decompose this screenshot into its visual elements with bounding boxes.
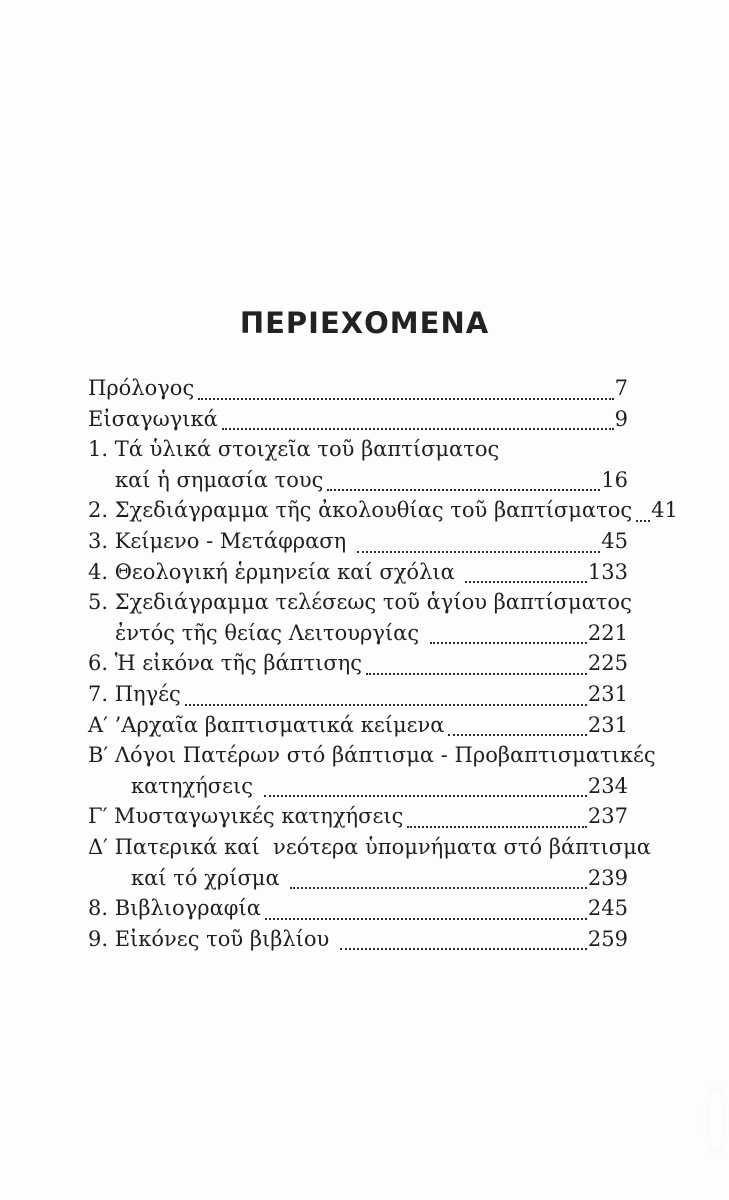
toc-entry-label: Πρόλογος <box>88 376 195 400</box>
toc-entry-page: 45 <box>601 528 628 553</box>
dotted-leader <box>185 704 587 706</box>
toc-entry-label: 2. Σχεδιάγραμμα τῆς ἀκολουθίας τοῦ βαπτίσματος <box>88 498 633 523</box>
toc-entry-label: 4. Θεολογική ἑρμηνεία καί σχόλια <box>88 559 462 584</box>
dotted-leader <box>265 918 587 920</box>
toc-list <box>88 376 678 957</box>
toc-entry-page: 7 <box>614 376 628 400</box>
toc-entry <box>88 560 628 591</box>
toc-entry-label: Γ′ Μυσταγωγικές κατηχήσεις <box>88 804 404 829</box>
toc-entry-label: 5. Σχεδιάγραμμα τελέσεως τοῦ ἁγίου βαπτίσματος <box>88 590 632 615</box>
toc-entry-page: 221 <box>587 620 628 645</box>
toc-entry <box>88 834 651 866</box>
toc-entry-label: Β′ Λόγοι Πατέρων στό βάπτισμα - Προβαπτισματικές <box>88 743 656 768</box>
dotted-leader <box>465 581 586 583</box>
toc-entry <box>88 621 628 652</box>
toc-entry-page: 225 <box>587 651 628 676</box>
toc-entry-label: καί τό χρίσμα <box>131 865 287 890</box>
toc-entry <box>88 651 628 682</box>
toc-entry <box>88 866 628 897</box>
toc-entry-label: κατηχήσεις <box>131 773 260 798</box>
toc-entry-page: 41 <box>651 498 678 523</box>
toc-entry-label: καί ἡ σημασία τους <box>115 467 324 492</box>
toc-entry <box>88 743 656 774</box>
toc-entry-label: Α′ ’Αρχαῖα βαπτισματικά κείμενα <box>88 712 445 737</box>
dotted-leader <box>430 642 587 644</box>
toc-entry <box>88 529 628 560</box>
toc-entry-label: 1. Τά ὑλικά στοιχεῖα τοῦ βαπτίσματος <box>88 437 500 462</box>
page-title: ΠΕΡΙΕΧΟΜΕΝΑ <box>239 306 490 340</box>
toc-entry-label: Δ′ Πατερικά καί νεότερα ὑπομνήματα στό βάπτισμα <box>88 834 651 859</box>
toc-entry-label: 6. Ἡ εἰκόνα τῆς βάπτισης <box>88 651 363 676</box>
toc-entry-label: ἐντός τῆς θείας Λειτουργίας <box>115 620 426 645</box>
dotted-leader <box>340 948 587 950</box>
toc-entry-page: 231 <box>587 681 628 706</box>
toc-entry-page: 237 <box>587 804 628 829</box>
toc-entry-page: 231 <box>587 712 628 737</box>
toc-entry <box>88 682 628 713</box>
dotted-leader <box>366 673 587 675</box>
toc-entry-page: 9 <box>614 406 628 431</box>
toc-entry-page: 245 <box>587 896 628 921</box>
toc-entry <box>88 713 628 744</box>
toc-entry-page: 16 <box>601 467 628 492</box>
toc-entry-label: 9. Εἰκόνες τοῦ βιβλίου <box>88 926 336 951</box>
dotted-leader <box>636 520 650 522</box>
dotted-leader <box>222 428 614 430</box>
toc-entry <box>88 498 678 529</box>
dotted-leader <box>407 826 587 828</box>
toc-entry-label: 8. Βιβλιογραφία <box>88 896 261 921</box>
toc-entry-page: 234 <box>587 773 628 798</box>
toc-entry <box>88 437 628 468</box>
toc-entry-page: 239 <box>587 865 628 890</box>
toc-entry-page: 133 <box>587 559 628 584</box>
dotted-leader <box>264 795 587 797</box>
toc-entry <box>88 590 632 621</box>
toc-entry <box>88 407 628 438</box>
toc-entry-label: 3. Κείμενο - Μετάφραση <box>88 528 353 553</box>
dotted-leader <box>198 398 613 400</box>
toc-entry <box>88 774 628 805</box>
dotted-leader <box>327 489 600 491</box>
dotted-leader <box>290 887 587 889</box>
dotted-leader <box>448 734 586 736</box>
toc-entry <box>88 896 628 927</box>
dotted-leader <box>357 551 600 553</box>
toc-entry-page: 259 <box>587 926 628 951</box>
toc-entry <box>88 468 628 499</box>
toc-entry-label: 7. Πηγές <box>88 681 181 706</box>
toc-entry-label: Εἰσαγωγικά <box>88 406 218 431</box>
scan-artifact <box>709 1090 723 1150</box>
toc-entry <box>88 927 628 958</box>
toc-entry <box>88 376 628 407</box>
toc-entry <box>88 804 628 835</box>
